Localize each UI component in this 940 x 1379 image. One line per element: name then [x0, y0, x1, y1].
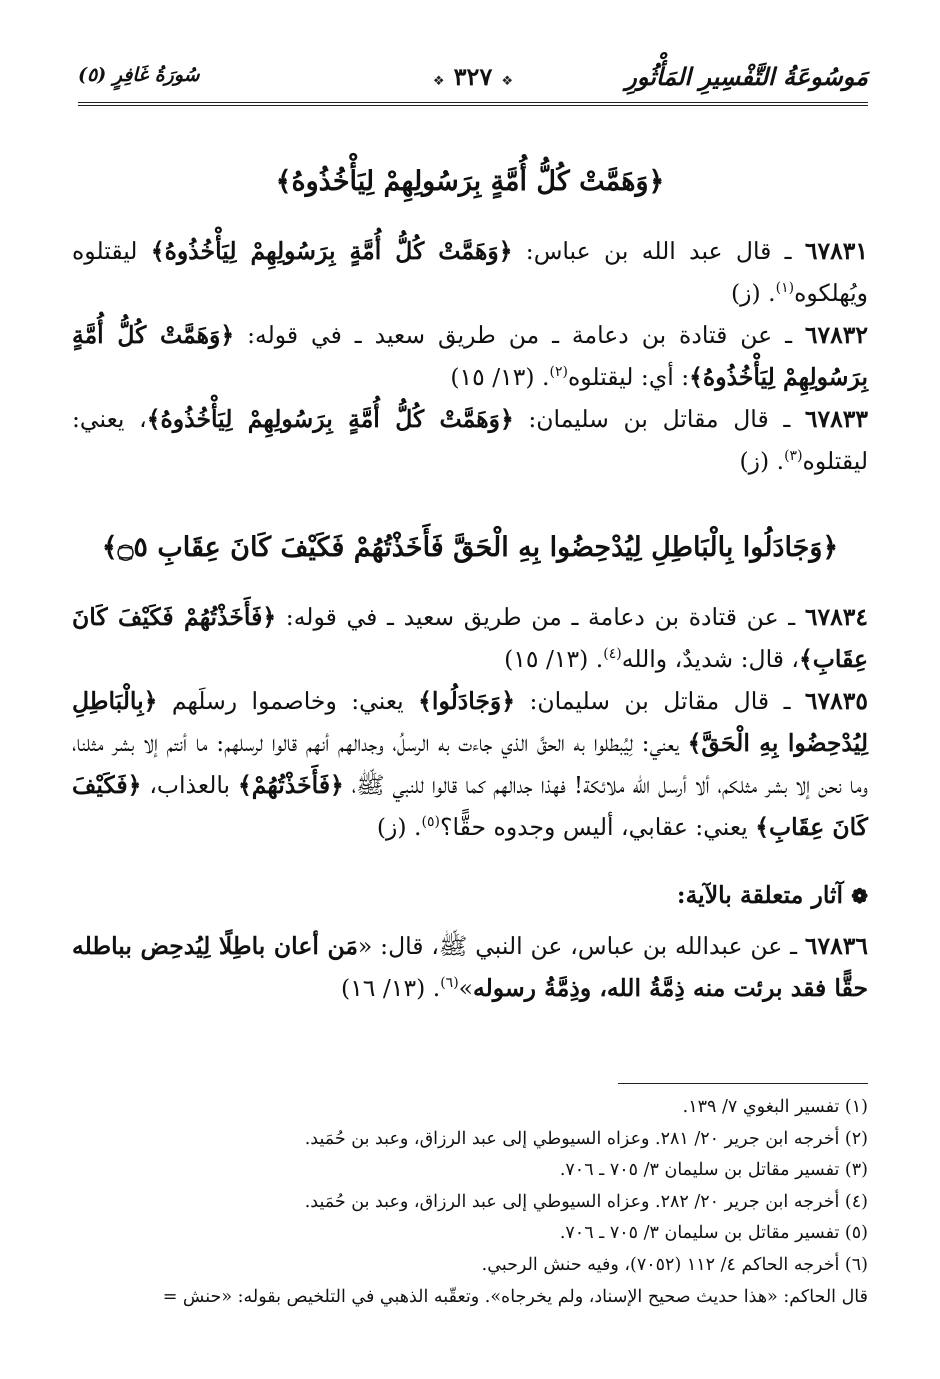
narration-number: ٦٧٨٣٦ [804, 932, 868, 960]
narration-number: ٦٧٨٣١ [804, 237, 869, 265]
narration-text: : أي: ليقتلوه [567, 363, 690, 391]
quran-quote: ﴿وَهَمَّتْ كُلُّ أُمَّةٍ بِرَسُولِهِمْ لِيَأْخُذُوهُ﴾ [146, 405, 514, 433]
ornament-icon: ❖ [432, 74, 445, 89]
narration-67833 [72, 398, 868, 482]
narration-number: ٦٧٨٣٥ [804, 687, 869, 715]
narration-source: . (١٣/ ١٥) [450, 363, 550, 391]
footnote-ref: (١) [775, 280, 795, 297]
footnotes [66, 1092, 868, 1313]
narration-text: ، يعني: ليقتلوه [72, 405, 868, 475]
footnote-ref: (٦) [440, 975, 459, 992]
narration-text: ـ قال مقاتل بن سليمان: [515, 687, 805, 715]
footnote: (٣) تفسير مقاتل بن سليمان ٣/ ٧٠٥ ـ ٧٠٦. [559, 1160, 868, 1181]
quran-quote: ﴿وَهَمَّتْ كُلُّ أُمَّةٍ بِرَسُولِهِمْ لِيَأْخُذُوهُ﴾ [150, 237, 513, 265]
page-header [78, 62, 868, 106]
narration-source: . (١٣/ ١٦) [341, 974, 441, 1002]
footnote-ref: (٢) [549, 364, 568, 381]
narration-number: ٦٧٨٣٤ [804, 603, 868, 631]
surah-label: سُورَةُ غَافِرٍ (٥) [78, 64, 200, 86]
quran-quote: ﴿وَجَادَلُوا﴾ [418, 687, 516, 715]
footnote: (١) تفسير البغوي ٧/ ١٣٩. [682, 1097, 868, 1117]
narration-67834 [72, 596, 868, 680]
ornament-icon: ❖ [501, 74, 514, 89]
footnote-ref: (٥) [421, 814, 440, 831]
footnote: (٥) تفسير مقاتل بن سليمان ٣/ ٧٠٥ ـ ٧٠٦. [559, 1223, 868, 1244]
footnote: قال الحاكم: «هذا حديث صحيح الإسناد، ولم يخرجاه». وتعقّبه الذهبي في التلخيص بقوله: «حنش = [162, 1286, 868, 1307]
page-number: ٣٢٧ [453, 62, 493, 91]
main-text [72, 160, 868, 1009]
narration-text: يعني: عقابي، أليس وجدوه حقًّا؟ [439, 813, 756, 841]
narration-text: ليقتلوه ويُهلكوه [72, 237, 868, 307]
narration-text: يعني: وخاصموا رسلَهم [157, 687, 419, 715]
footnote-rule [618, 1083, 868, 1084]
narration-text: يعني: لِيُبطلوا به الحقَّ الذي جاءت به الرسلُ، وجدالهم أنهم قالوا لرسلهم: ما أنتم إلا بشر مثلنا، وما نحن إلا بشر مثلكم، ألا أرسل الله ملائكة! فهذا جدالهم كما قالوا للنبي ﷺ، [72, 729, 869, 799]
narration-text: ـ عن عبدالله بن عباس، عن النبي ﷺ، قال: « [357, 932, 805, 960]
quran-quote: ﴿فَأَخَذْتُهُمْ﴾ [238, 771, 344, 799]
narration-source: . (ز) [376, 813, 422, 841]
narration-text: » [458, 974, 474, 1002]
footnote: (٢) أخرجه ابن جرير ٢٠/ ٢٨١. وعزاه السيوطي إلى عبد الرزاق، وعبد بن حُمَيد. [304, 1128, 868, 1149]
quran-quote: ﴿وَهَمَّتْ كُلُّ أُمَّةٍ بِرَسُولِهِمْ لِيَأْخُذُوهُ﴾ [72, 321, 868, 391]
ayah-heading: ﴿وَجَادَلُوا بِالْبَاطِلِ لِيُدْحِضُوا بِهِ الْحَقَّ فَأَخَذْتُهُمْ فَكَيْفَ كَانَ عِقَابِ ۝٥﴾ [101, 532, 839, 563]
narration-source: . (١٣/ ١٥) [504, 645, 604, 673]
narration-text: ، قال: شديدٌ، والله [621, 645, 800, 673]
header-rule [78, 102, 868, 106]
quran-quote: ﴿فَكَيْفَ كَانَ عِقَابِ﴾ [72, 771, 868, 841]
narration-67835 [72, 680, 868, 848]
footnote-ref: (٤) [603, 646, 622, 663]
flower-icon: ❁ [851, 884, 868, 908]
narration-number: ٦٧٨٣٣ [804, 405, 868, 433]
footnote: (٤) أخرجه ابن جرير ٢٠/ ٢٨٢. وعزاه السيوطي إلى عبد الرزاق، وعبد بن حُمَيد. [304, 1191, 868, 1212]
hadith-text: مَن أعان باطِلًا لِيُدحِض بباطله حقًّا فقد برئت منه ذِمَّةُ الله، وذِمَّةُ رسوله [72, 932, 868, 1002]
section-title-text: آثار متعلقة بالآية: [676, 881, 852, 909]
quran-quote: ﴿بِالْبَاطِلِ لِيُدْحِضُوا بِهِ الْحَقَّ﴾ [72, 687, 868, 757]
narration-source: . (ز) [730, 279, 776, 307]
narration-text: ـ عن قتادة بن دعامة ـ من طريق سعيد ـ في قوله: [234, 321, 805, 349]
narration-text: ـ عن قتادة بن دعامة ـ من طريق سعيد ـ في قوله: [276, 603, 805, 631]
narration-67831 [72, 230, 868, 314]
narration-source: . (ز) [739, 447, 785, 475]
footnote: (٦) أخرجه الحاكم ٤/ ١١٢ (٧٠٥٢)، وفيه حنش الرحبي. [481, 1254, 868, 1275]
narration-number: ٦٧٨٣٢ [804, 321, 868, 349]
narration-text: بالعذاب، [141, 771, 239, 799]
narration-67832 [72, 314, 868, 398]
narration-67836 [72, 925, 868, 1009]
footnote-ref: (٣) [784, 448, 803, 465]
ayah-heading: ﴿وَهَمَّتْ كُلُّ أُمَّةٍ بِرَسُولِهِمْ لِيَأْخُذُوهُ﴾ [275, 166, 665, 197]
section-title [72, 874, 868, 917]
narration-text: ـ قال مقاتل بن سليمان: [513, 405, 805, 433]
narration-text: ـ قال عبد الله بن عباس: [512, 237, 805, 265]
quran-quote: ﴿فَأَخَذْتُهُمْ فَكَيْفَ كَانَ عِقَابِ﴾ [72, 603, 868, 673]
book-title: مَوسُوعَةُ التَّفْسِيرِ المَأْثُورِ [625, 62, 868, 91]
